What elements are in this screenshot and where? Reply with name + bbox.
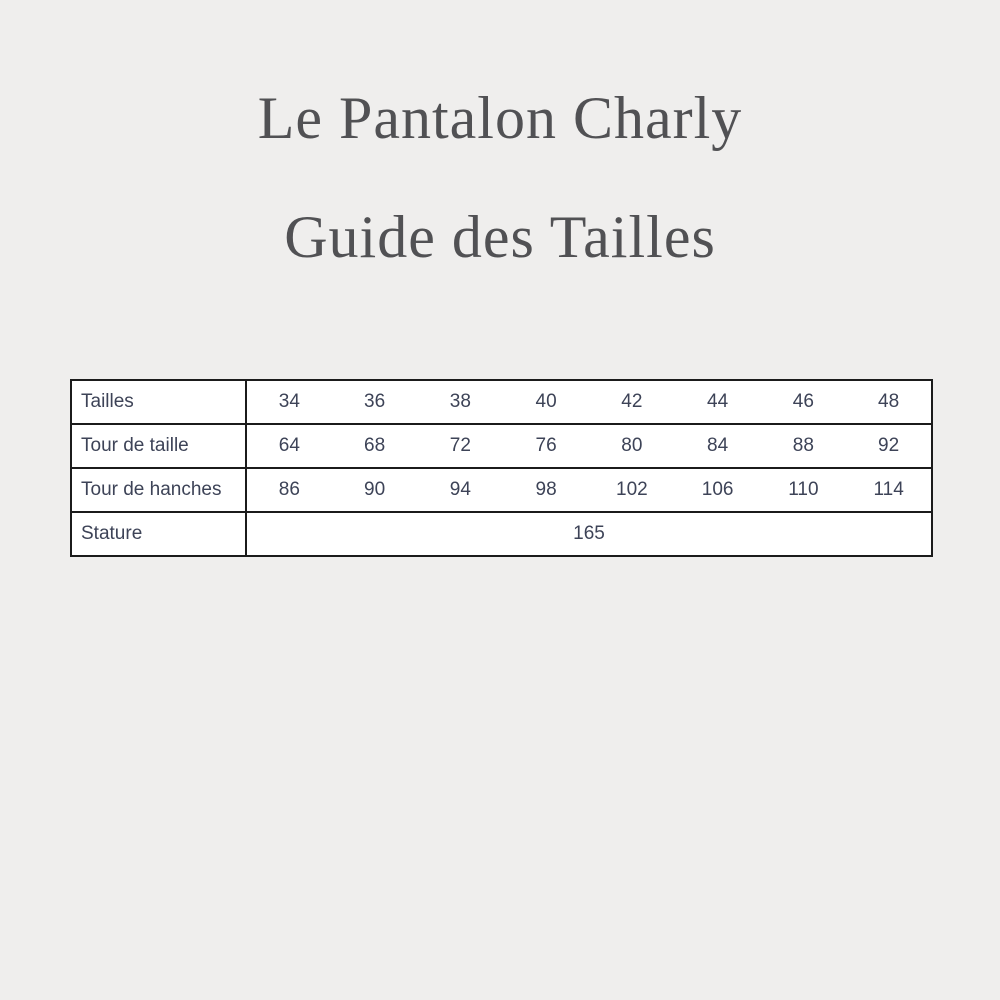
table-cell: 34 — [246, 380, 332, 424]
table-cell: 92 — [846, 424, 932, 468]
table-cell: 90 — [332, 468, 418, 512]
row-label-tour-de-taille: Tour de taille — [71, 424, 246, 468]
table-cell: 114 — [846, 468, 932, 512]
table-cell: 98 — [503, 468, 589, 512]
size-table — [70, 379, 933, 557]
table-cell: 88 — [761, 424, 847, 468]
table-cell: 76 — [503, 424, 589, 468]
table-cell: 46 — [761, 380, 847, 424]
table-cell: 94 — [418, 468, 504, 512]
page-title — [0, 0, 1000, 272]
table-cell: 80 — [589, 424, 675, 468]
table-cell: 36 — [332, 380, 418, 424]
table-cell-merged-stature: 165 — [246, 512, 932, 556]
table-row-tour-de-hanches — [71, 468, 932, 512]
title-size-guide: Guide des Tailles — [284, 204, 716, 270]
table-cell: 64 — [246, 424, 332, 468]
table-cell: 44 — [675, 380, 761, 424]
table-cell: 68 — [332, 424, 418, 468]
size-guide-table — [70, 379, 933, 557]
table-cell: 106 — [675, 468, 761, 512]
table-row-tour-de-taille — [71, 424, 932, 468]
table-cell: 110 — [761, 468, 847, 512]
row-label-tailles: Tailles — [71, 380, 246, 424]
table-cell: 102 — [589, 468, 675, 512]
table-cell: 42 — [589, 380, 675, 424]
row-label-stature: Stature — [71, 512, 246, 556]
table-row-tailles — [71, 380, 932, 424]
table-cell: 48 — [846, 380, 932, 424]
table-cell: 40 — [503, 380, 589, 424]
table-row-stature — [71, 512, 932, 556]
table-cell: 84 — [675, 424, 761, 468]
row-label-tour-de-hanches: Tour de hanches — [71, 468, 246, 512]
table-cell: 86 — [246, 468, 332, 512]
table-cell: 38 — [418, 380, 504, 424]
title-product-name: Le Pantalon Charly — [257, 85, 743, 151]
table-cell: 72 — [418, 424, 504, 468]
